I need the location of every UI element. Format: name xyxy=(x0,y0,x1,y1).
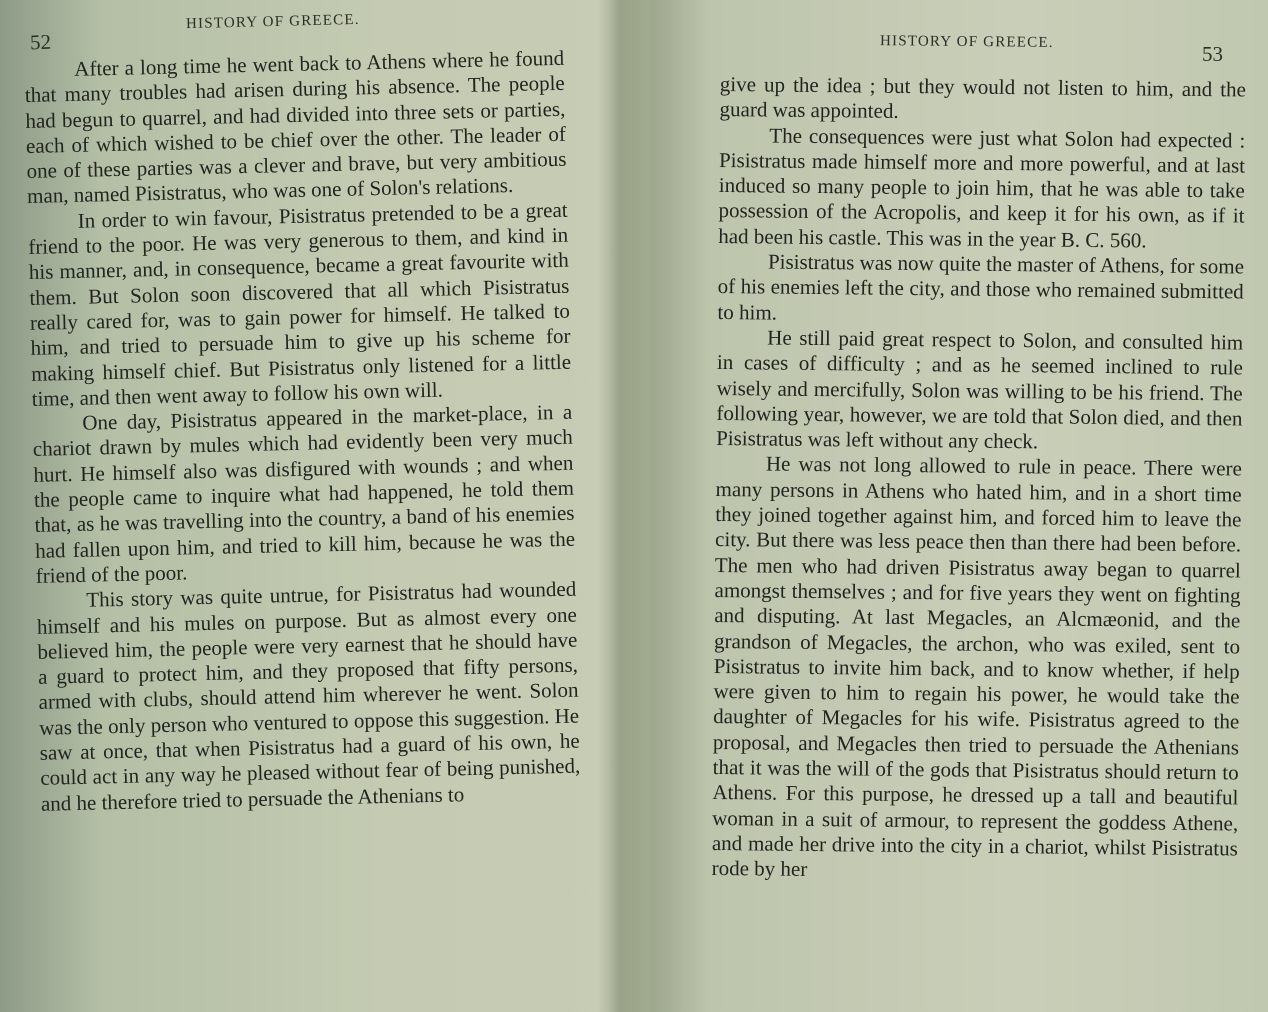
paragraph: In order to win favour, Pisistratus pretended to be a great friend to the poor. He was very generous to them, and kind in his manner, and, in consequence, became a great favourite with them. But Solon soon discovered that all which Pisistratus really cared for, was to gain power for himself. He talked to him, and tried to persuade him to give up his scheme for making himself chief. But Pisistratus only listened for a little time, and then went away to follow his own will. xyxy=(28,197,572,411)
paragraph: The consequences were just what Solon had expected : Pisistratus made himself more and more powerful, and at last induced so many people to join him, that he was able to take possession of the Acropolis, and keep it for his own, as if it had been his castle. This was in the year B. C. 560. xyxy=(718,123,1246,253)
paragraph: He was not long allowed to rule in peace. There were many persons in Athens who hated him, and in a short time they joined together against him, and forced him to leave the city. But there was less peace then than there had been before. The men who had driven Pisistratus away began to quarrel amongst themselves ; and for five years they went on fighting and disputing. At last Megacles, an Alcmæonid, and the grandson of Megacles, the archon, who was exiled, sent to Pisistratus to invite him back, and to know whether, if help were given to him to regain his power, he would take the daughter of Megacles for his wife. Pisistratus agreed to the proposal, and Megacles then tried to persuade the Athenians that it was the will of the gods that Pisistratus should return to Athens. For this purpose, he dressed up a tall and beautiful woman in a suit of armour, to represent the goddess Athene, and made her drive into the city in a chariot, whilst Pisistratus rode by her xyxy=(711,451,1242,882)
paragraph: Pisistratus was now quite the master of Athens, for some of his enemies left the city, and those who remained submitted to him. xyxy=(717,249,1245,325)
page-text xyxy=(712,72,1246,887)
continued-paragraph: give up the idea ; but they would not listen to him, and the guard was appointed. xyxy=(719,72,1246,124)
book-gutter xyxy=(598,0,646,1012)
paragraph: This story was quite untrue, for Pisistratus had wounded himself and his mules on purpose. But as almost every one believed him, the people were very earnest that he should have a guard to protect him, and they proposed that fifty persons, armed with clubs, should attend him wherever he went. Solon was the only person who ventured to oppose this suggestion. He saw at once, that when Pisistratus had a guard of his own, he could act in any way he pleased without fear of being punished, and he therefore tried to persuade the Athenians to xyxy=(36,576,581,816)
page-number: 53 xyxy=(1202,42,1223,66)
page-number: 52 xyxy=(29,29,52,55)
page-text xyxy=(24,46,581,817)
paragraph: He still paid great respect to Solon, and consulted him in cases of difficulty ; and as he seemed inclined to rule wisely and mercifully, Solon was willing to be his friend. The following year, however, we are told that Solon died, and then Pisistratus was left without any check. xyxy=(716,325,1244,454)
paragraph: One day, Pisistratus appeared in the market-place, in a chariot drawn by mules which had evidently been very much hurt. He himself also was disfigured with wounds ; and when the people came to inquire what had happened, he told them that, as he was travelling into the country, a band of his enemies had fallen upon him, and tried to kill him, because he was the friend of the poor. xyxy=(32,399,576,588)
running-head: HISTORY OF GREECE. xyxy=(879,33,1054,51)
right-page xyxy=(640,0,1268,1012)
paragraph: After a long time he went back to Athens where he found that many troubles had arisen during his absence. The people had begun to quarrel, and had divided into three sets or parties, each of which wished to be chief over the other. The leader of one of these parties was a clever and brave, but very ambitious man, named Pisistratus, who was one of Solon's relations. xyxy=(24,45,567,209)
left-page xyxy=(0,0,600,1012)
running-head: HISTORY OF GREECE. xyxy=(185,11,360,33)
